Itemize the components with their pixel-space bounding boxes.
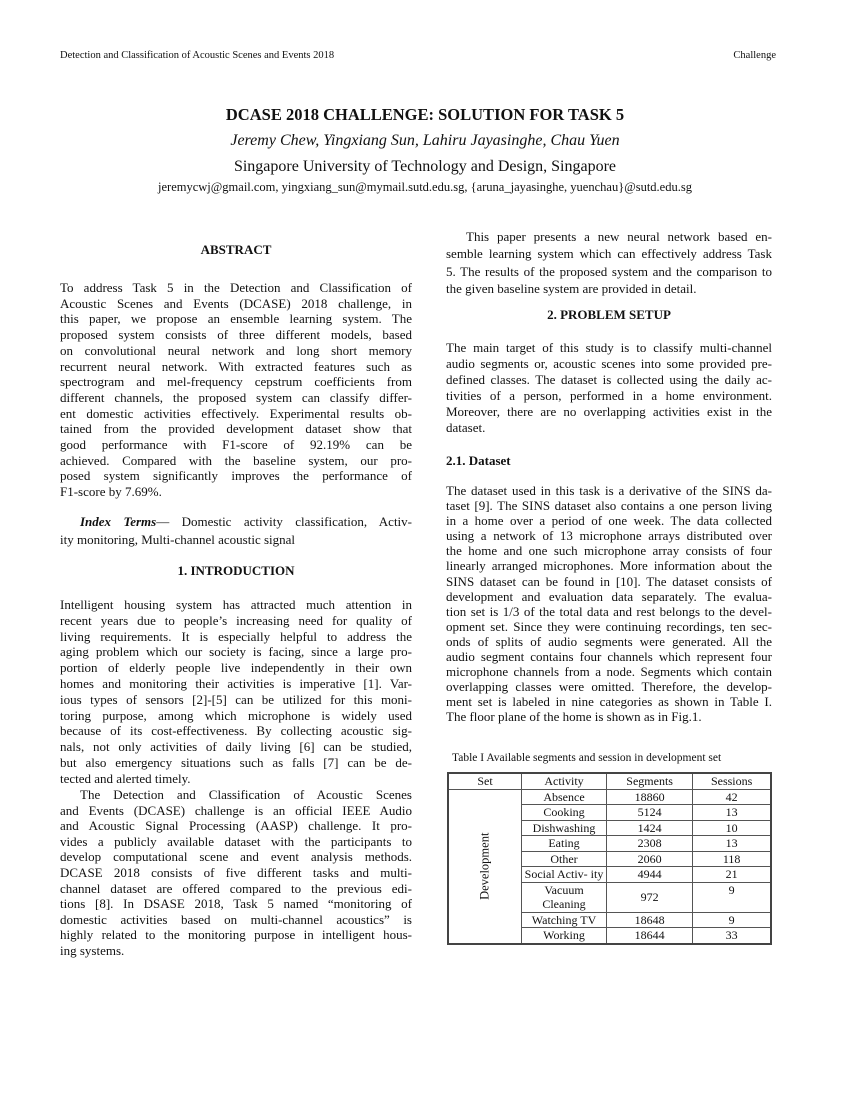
text-line: homes and monitoring their activities is imperative [1]. Var-	[60, 675, 412, 691]
segments-cell: 18860	[607, 789, 693, 805]
text-line: tained from the provided development dataset show that	[60, 421, 412, 437]
table-header-row	[448, 773, 771, 789]
text-line: achieved. Compared with the baseline system, our pro-	[60, 452, 412, 468]
text-line: proposed system consists of three different models, based	[60, 327, 412, 343]
text-line: dataset.	[446, 420, 486, 435]
activity-cell: Vacuum Cleaning	[522, 882, 607, 912]
text-line: different channels, the proposed system can classify differ-	[60, 389, 412, 405]
text-line: development and evaluation data separately. The evalua-	[446, 588, 772, 604]
text-line: semble learning system which can effectively address Task	[446, 246, 772, 262]
text-line: recurrent neural network. With extracted features such as	[60, 358, 412, 374]
segments-cell: 2060	[607, 851, 693, 867]
problem-setup-paragraph	[446, 340, 772, 436]
text-line: Acoustic Scenes and Events (DCASE) 2018 challenge, in	[60, 295, 412, 311]
table-caption: Table I Available segments and session in development set	[452, 752, 722, 764]
authors: Jeremy Chew, Yingxiang Sun, Lahiru Jayasinghe, Chau Yuen	[230, 132, 620, 149]
text-line: this paper, we propose an ensemble learning system. The	[60, 311, 412, 327]
text-line: recent years due to people’s increasing need for quality of	[60, 612, 412, 628]
text-line: taset [9]. The SINS dataset also contains a one person living	[446, 498, 772, 514]
introduction-paragraph-1	[60, 597, 412, 787]
introduction-heading: 1. INTRODUCTION	[177, 563, 295, 578]
text-line: and Acoustic Signal Processing (AASP) challenge. It pro-	[60, 818, 412, 834]
text-line: tected and alerted timely.	[60, 770, 191, 786]
header-sessions: Sessions	[693, 773, 771, 789]
running-header-right: Challenge	[733, 50, 776, 61]
header-activity: Activity	[522, 773, 607, 789]
text-line: highly related to the monitoring purpose in intelligent hous-	[60, 927, 412, 943]
segments-cell: 2308	[607, 836, 693, 852]
text-line: onds of splits of audio segments were generated. All the	[446, 633, 772, 649]
sessions-cell: 9	[693, 912, 771, 928]
header-set: Set	[448, 773, 522, 789]
text-line: tions [8]. In DSASE 2018, Task 5 named “monitoring of	[60, 896, 412, 912]
activity-cell: Cooking	[522, 805, 607, 821]
running-header-left: Detection and Classification of Acoustic Scenes and Events 2018	[60, 50, 335, 61]
index-terms: Index Terms— Domestic activity classification, Activ- ity monitoring, Multi-channel acoustic signal	[60, 514, 412, 547]
activity-cell: Working	[522, 928, 607, 944]
text-line: 5. The results of the proposed system and the comparison to	[446, 263, 772, 279]
sessions-cell: 118	[693, 851, 771, 867]
activity-cell: Eating	[522, 836, 607, 852]
text-line: good performance with F1-score of 92.19% can be	[60, 437, 412, 453]
text-line: toring purpose, among which microphone is widely used	[60, 707, 412, 723]
sessions-cell: 13	[693, 805, 771, 821]
text-line: This paper presents a new neural network based en-	[466, 229, 772, 244]
segments-cell: 972	[607, 882, 693, 912]
segments-cell: 18644	[607, 928, 693, 944]
text-line: nals, not only activities of daily living [6] can be studied,	[60, 739, 412, 755]
text-line: tion set is 1/3 of the total data and rest belongs to the devel-	[446, 603, 772, 619]
text-line: The Detection and Classification of Acoustic Scenes	[80, 787, 412, 802]
sessions-cell: 21	[693, 867, 771, 883]
text-line: Intelligent housing system has attracted much attention in	[60, 597, 412, 612]
text-line: posed system significantly improves the performance of	[60, 468, 412, 484]
text-line: microphone channels from a node. Segments which contain	[446, 664, 772, 680]
text-line: the home and one such microphone array consists of four	[446, 543, 772, 559]
introduction-paragraph-2	[60, 787, 412, 959]
text-line: domestic activities based on multi-channel acoustics” is	[60, 911, 412, 927]
text-line: the given baseline system are provided in detail.	[446, 281, 697, 297]
text-line: because of its cost-effectiveness. By collecting acoustic sig-	[60, 723, 412, 739]
text-line: linearly arranged microphones. More information about the	[446, 558, 772, 574]
abstract-body	[60, 280, 412, 500]
sessions-cell: 9	[693, 882, 771, 912]
text-line: on convolutional neural network and long short memory	[60, 342, 412, 358]
emails: jeremycwj@gmail.com, yingxiang_sun@mymail.sutd.edu.sg, {aruna_jayasinghe, yuenchau}@sutd.edu.sg	[158, 180, 692, 194]
text-line: and Events (DCASE) challenge is an official IEEE Audio	[60, 802, 412, 818]
segments-cell: 1424	[607, 820, 693, 836]
text-line: but also emergency situations such as falls [7] can be de-	[60, 754, 412, 770]
affiliation: Singapore University of Technology and Design, Singapore	[233, 158, 617, 175]
text-line: opment set. Since they were continuing recordings, ten sec-	[446, 618, 772, 634]
text-line: Moreover, there are no overlapping activities exist in the	[446, 404, 772, 419]
index-terms-label: Index Terms	[80, 514, 157, 529]
sessions-cell: 33	[693, 928, 771, 944]
dataset-paragraph	[446, 483, 772, 725]
text-line: living requirements. It is especially helpful to address the	[60, 628, 412, 644]
text-line: audio segment contains four channels which represent four	[446, 649, 772, 665]
problem-setup-heading: 2. PROBLEM SETUP	[547, 307, 671, 322]
text-line: ent domestic activities effectively. Experimental results ob-	[60, 405, 412, 421]
text-line: The floor plane of the home is shown as in Fig.1.	[446, 709, 702, 725]
segments-cell: 5124	[607, 805, 693, 821]
text-line: The dataset used in this task is a derivative of the SINS da-	[446, 483, 772, 498]
set-label: Development	[477, 832, 492, 900]
text-line: The main target of this study is to classify multi-channel	[446, 340, 772, 355]
text-line: using a network of 13 microphone arrays distributed over	[446, 528, 772, 544]
sessions-cell: 42	[693, 789, 771, 805]
text-line: develop computational scene and event analysis methods.	[60, 849, 412, 865]
text-line: To address Task 5 in the Detection and Classification of	[60, 280, 412, 295]
sessions-cell: 13	[693, 836, 771, 852]
set-cell	[448, 789, 522, 944]
text-line: in a home over a period of one week. The data collected	[446, 513, 772, 529]
text-line: audio segments or, acoustic scenes into some provided pre-	[446, 356, 772, 371]
abstract-heading: ABSTRACT	[200, 242, 272, 257]
sessions-cell: 10	[693, 820, 771, 836]
text-line: tivities of a person, performed in a home environment.	[446, 388, 772, 403]
segments-table	[447, 772, 772, 945]
segments-cell: 18648	[607, 912, 693, 928]
text-line: ment set is labeled in nine categories as shown in Table I.	[446, 694, 772, 710]
text-line: ing systems.	[60, 942, 125, 958]
text-line: defined classes. The dataset is collected using the daily ac-	[446, 372, 772, 387]
introduction-paragraph-3	[446, 228, 772, 298]
text-line: vides a publicly available dataset with the participants to	[60, 833, 412, 849]
text-line: portion of elderly people live independently in their own	[60, 660, 412, 676]
text-line: aging problem which our society is facing, since a large pro-	[60, 644, 412, 660]
activity-cell: Absence	[522, 789, 607, 805]
segments-cell: 4944	[607, 867, 693, 883]
text-line: F1-score by 7.69%.	[60, 484, 162, 500]
activity-cell: Dishwashing	[522, 820, 607, 836]
text-line: DCASE 2018 consists of five different tasks and multi-	[60, 864, 412, 880]
paper-title: DCASE 2018 CHALLENGE: SOLUTION FOR TASK 5	[225, 105, 625, 124]
text-line: overlapping classes were omitted. Therefore, the develop-	[446, 679, 772, 695]
text-line: channel dataset are offered compared to the previous edi-	[60, 880, 412, 896]
activity-cell: Watching TV	[522, 912, 607, 928]
text-line: spectrogram and mel-frequency cepstrum coefficients from	[60, 374, 412, 390]
activity-cell: Other	[522, 851, 607, 867]
text-line: SINS dataset can be found in [10]. The dataset consists of	[446, 573, 772, 589]
table-row	[448, 789, 771, 805]
header-segments: Segments	[607, 773, 693, 789]
text-line: ious types of sensors [2]-[5] can be utilized for this moni-	[60, 691, 412, 707]
activity-cell: Social Activ- ity	[522, 867, 607, 883]
dataset-heading: 2.1. Dataset	[446, 453, 511, 468]
